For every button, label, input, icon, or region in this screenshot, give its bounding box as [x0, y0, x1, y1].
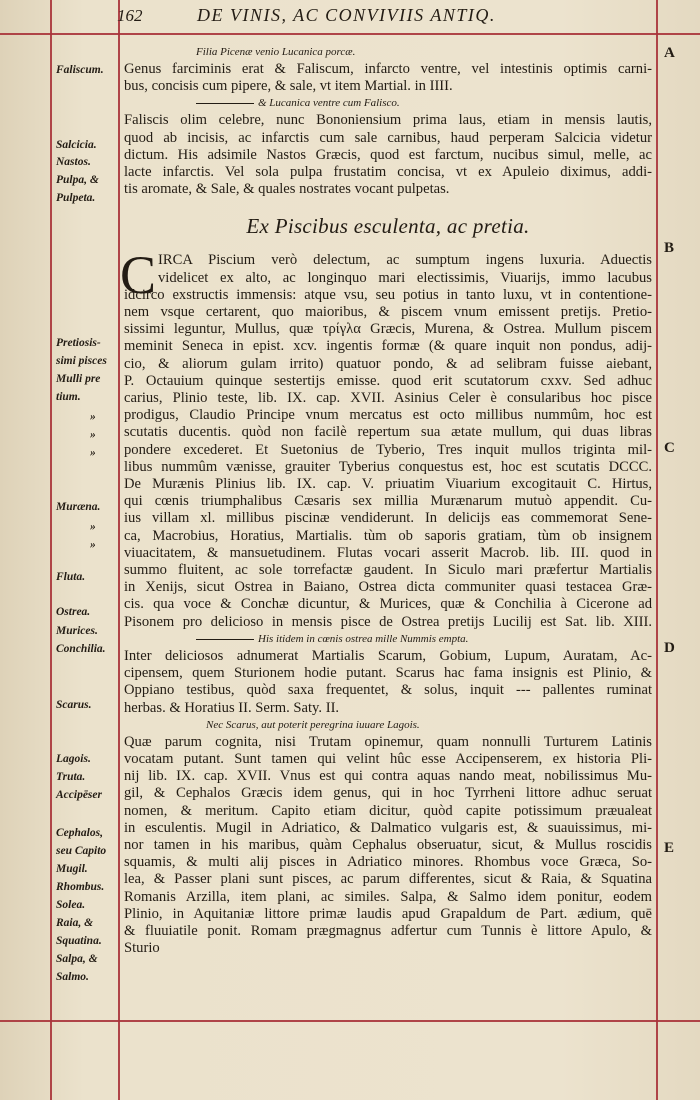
text-line: dictum. His adsimile Nastos Græcis, quod est farctum, nucibus simul, melle, ac: [124, 146, 652, 163]
text-line: summo fluitent, ac sole torrefactæ gaudent. In Siculo mari præfertur Martialis: [124, 562, 652, 579]
text-line: bus, concisis cum pipere, & sale, vt item Martial. in IIII.: [124, 78, 453, 95]
margin-rule-right: [656, 0, 658, 1100]
margin-note: Muræna.: [56, 501, 101, 513]
text-line: Romanis Arzilla, item plani, ac similes. Salpa, & Salmo idem ponitur, eodem: [124, 888, 652, 905]
text-line: prodigus, Claudio Principe vnum mercatus est octo millibus nummûm, hoc est: [124, 407, 652, 424]
text-line: videlicet ex alto, ac longinquo mari electissimis, Viuarijs, immo lacubus: [158, 269, 652, 286]
margin-note: tium.: [56, 391, 81, 403]
margin-note: Salmo.: [56, 971, 89, 983]
side-key-e: E: [664, 840, 675, 856]
margin-note: Pulpa, &: [56, 174, 99, 186]
text-line: sissimi leguntur, Mullus, quæ τρίγλα Græcis, Murena, & Ostrea. Mullum piscem: [124, 321, 652, 338]
text-line: libus nummûm vænisse, grauiter Tyberius conquestus est, hoc est scutatis DCCC.: [124, 458, 652, 475]
margin-note: Pretiosis-: [56, 337, 101, 349]
margin-note: Truta.: [56, 771, 86, 783]
running-header: [112, 4, 592, 28]
margin-note: Pulpeta.: [56, 192, 96, 204]
text-line: qui cœnis triumphalibus Cæsaris sex millia Murænarum mutuò appendit. Cu-: [124, 493, 652, 510]
verse-quotation: & Lucanica ventre cum Falisco.: [124, 95, 652, 112]
text-line: Pisonem pro delicioso in mensis pisce de Ostrea pretijs Lucilij est Sat. lib. XIII.: [124, 613, 652, 630]
side-key-b: B: [664, 240, 675, 256]
side-key-d: D: [664, 640, 675, 656]
margin-note: Faliscum.: [56, 64, 104, 76]
text-line: herbas. & Horatius II. Serm. Saty. II.: [124, 699, 340, 716]
text-line: vocatam putant. Sunt tamen qui velint hûc esse Accipenserem, ex historia Pli-: [124, 750, 652, 767]
margin-note: simi pisces: [56, 355, 107, 367]
text-line: Quæ parum cognita, nisi Trutam opinemur, quam nonnulli Turturem Latinis: [124, 733, 652, 750]
margin-note: seu Capito: [56, 845, 107, 857]
text-line: pondere excederet. Et Suetonius de Tyberio, Tres inquit mullos triginta mil-: [124, 441, 652, 458]
margin-note: Conchilia.: [56, 643, 106, 655]
margin-note: »: [90, 429, 96, 441]
margin-rule-inner: [118, 0, 120, 1100]
page-number: 162: [117, 6, 143, 25]
margin-rule-left: [50, 0, 52, 1100]
text-line: carius, Plinio teste, lib. IX. cap. XVII. Asinius Celer è consularibus hoc pisce: [124, 390, 652, 407]
margin-note: Salpa, &: [56, 953, 98, 965]
margin-note: Salcicia.: [56, 139, 97, 151]
text-line: Genus farciminis erat & Faliscum, infarcto ventre, vel intestinis optimis carni-: [124, 61, 652, 77]
verse-quotation: His itidem in cœnis ostrea mille Nummis empta.: [124, 631, 652, 648]
margin-note: Nastos.: [56, 156, 91, 168]
text-line: squamis, & multi alij pisces in Adriatico minores. Rhombus voce Græca, So-: [124, 854, 652, 871]
text-line: lacte infarctis. Vel sola pulpa frustatim concisa, vt ex Apuleio diximus, addi-: [124, 164, 652, 181]
margin-note: Squatina.: [56, 935, 102, 947]
text-line: cis. qua voce & Conchæ dicuntur, & Murices, quæ & Conchilia à Cicerone ad: [124, 596, 652, 613]
text-line: viuacitatem, & mansuetudinem. Flutas vocari asserit Macrob. lib. III. quod in: [124, 544, 652, 561]
text-line: P. Octauium quinque sestertijs emisse. quod erit scutatorum cxxv. Sed adhuc: [124, 372, 652, 389]
margin-note: Raia, &: [56, 917, 94, 929]
margin-note: »: [90, 411, 96, 423]
text-line: in esculentis. Mugil in Adriatico, & Dalmatico vulgaris est, & suauissimus, mi-: [124, 819, 652, 836]
text-line: nij lib. IX. cap. XVII. Vnus est qui contra aquas nando meat, nobilissimus Mu-: [124, 768, 652, 785]
margin-note: »: [90, 447, 96, 459]
margin-note: »: [90, 539, 96, 551]
text-line: cio, & aliorum gulam irrito) quatuor pondo, & ad selibram fuisse aiebant,: [124, 355, 652, 372]
text-line: De Murænis Plinius lib. IX. cap. V. priuatim Viuarium excogitauit C. Hirtus,: [124, 476, 652, 493]
text-line: lea, & Passer plani sunt pisces, ac parum differentes, sicut & Raia, & Squatina: [124, 871, 652, 888]
text-line: nor tamen in his maribus, quàm Cephalus obseruatur, sicut, & Mullus roscidis: [124, 836, 652, 853]
text-line: Plinio, in Aquitaniæ littore primæ laudis apud Grapaldum de Part. ædium, quē: [124, 905, 652, 922]
margin-note: »: [90, 521, 96, 533]
verse-quotation: Nec Scarus, aut poterit peregrina iuuare Lagois.: [206, 718, 420, 731]
text-line: cipensem, quem Sturionem hodie putant. Scarus hac fama insignis est Plinio, &: [124, 665, 652, 682]
margin-note: Lagois.: [56, 753, 91, 765]
text-line: nomen, & meritum. Capito etiam dicitur, quòd capite potissimum præualeat: [124, 802, 652, 819]
margin-note: Solea.: [56, 899, 86, 911]
running-title: DE VINIS, AC CONVIVIIS ANTIQ.: [197, 5, 496, 25]
margin-note: Murices.: [56, 625, 98, 637]
verse-quotation: Filia Picenæ venio Lucanica porcæ.: [196, 46, 356, 58]
text-line: nem vsque certarent, quo maioribus, & piscem vnum emissent pretijs. Pretio-: [124, 304, 652, 321]
text-line: Faliscis olim celebre, nunc Bononiensium prima laus, etiam in mensis lautis,: [124, 112, 652, 129]
text-line: tis aromate, & Sale, & quales nostrates vocant pulpetas.: [124, 181, 450, 198]
side-key-c: C: [664, 440, 675, 456]
margin-note: Accipēser: [56, 789, 102, 801]
margin-note: Ostrea.: [56, 606, 91, 618]
text-line: Oppiano testibus, quòd saxa frequentet, & solus, inquit --- pallentes ruminat: [124, 682, 652, 699]
text-line: scutatis ducentis. quòd non facilè repertum sua ætate mullum, qui duas libras: [124, 424, 652, 441]
side-key-a: A: [664, 45, 675, 61]
main-text: [120, 44, 652, 957]
margin-note: Mulli pre: [56, 373, 101, 385]
text-line: quod ab incisis, ac infarctis cum sale carnibus, haud perperam Salcicia videtur: [124, 129, 652, 146]
text-line: IRCA Piscium verò delectum, ac sumptum ingens luxuria. Aduectis: [158, 252, 652, 269]
text-line: & fluuiatile ponit. Romam prægmagnus adfertur cum Tunnis è littore Apulo, &: [124, 922, 652, 939]
text-line: ius villam xl. millibus piscinæ vendiderunt. In delicijs eas commemorat Sene-: [124, 510, 652, 527]
margin-note: Fluta.: [56, 571, 86, 583]
margin-note: Rhombus.: [56, 881, 105, 893]
text-line: meminit Seneca in epist. xcv. ingentis formæ (& quare inquit non pondus, adij-: [124, 338, 652, 355]
section-title: Ex Piscibus esculenta, ac pretia.: [246, 213, 530, 238]
drop-cap: C: [120, 245, 157, 306]
text-line: Inter deliciosos adnumerat Martialis Scarum, Gobium, Lupum, Auratam, Ac-: [124, 647, 652, 664]
margin-note: Mugil.: [56, 863, 88, 875]
footer-rule: [0, 1020, 700, 1022]
text-line: in Xenijs, sicut Ostrea in Baiano, Ostrea dicta communiter quasi testacea Græ-: [124, 579, 652, 596]
header-rule: [0, 33, 700, 35]
text-line: idcirco exstructis immensis: atque vsu, seu potius in tanto luxu, vt in contentione-: [124, 286, 652, 303]
margin-note: Scarus.: [56, 699, 92, 711]
margin-note: Cephalos,: [56, 827, 103, 839]
text-line: gil, & Cephalos Græcis idem genus, qui in hoc Tyrrheni littore adhuc seruat: [124, 785, 652, 802]
catchword: Sturio: [124, 940, 160, 957]
text-line: ca, Macrobius, Horatius, Martialis. tùm ob saporis gratiam, tùm ob insignem: [124, 527, 652, 544]
section-heading: [124, 204, 652, 248]
